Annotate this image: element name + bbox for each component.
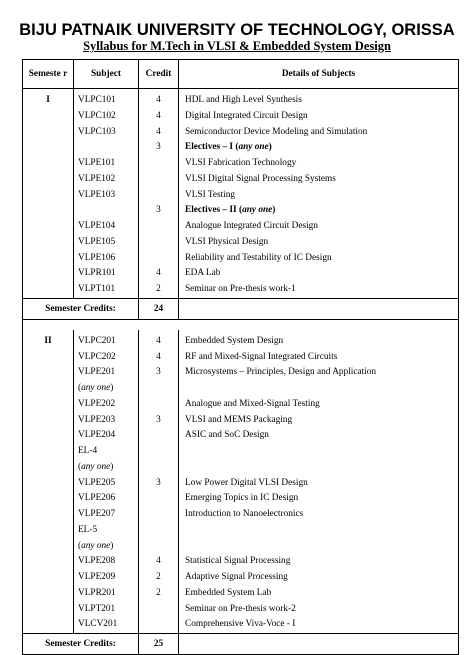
semester-cell: [23, 617, 74, 633]
table-row: [23, 397, 459, 413]
credit-cell: [139, 235, 179, 251]
subject-details-cell: [179, 460, 459, 476]
table-row: [23, 539, 459, 555]
subject-code-cell: VLPR101: [74, 266, 139, 282]
semester-cell: [23, 251, 74, 267]
syllabus-subtitle: Syllabus for M.Tech in VLSI & Embedded System Design: [83, 39, 391, 53]
semester-cell: [23, 172, 74, 188]
semester-credits-total: 25: [139, 634, 179, 655]
subject-code-cell: VLPE206: [74, 491, 139, 507]
subject-details-cell: RF and Mixed-Signal Integrated Circuits: [179, 350, 459, 366]
credit-cell: [139, 428, 179, 444]
subject-details-cell: Seminar on Pre-thesis work-1: [179, 282, 459, 298]
subject-details-cell: VLSI Digital Signal Processing Systems: [179, 172, 459, 188]
semester-cell: [23, 491, 74, 507]
subject-details-cell: VLSI and MEMS Packaging: [179, 413, 459, 429]
semester-cell: [23, 140, 74, 156]
credit-cell: 4: [139, 125, 179, 141]
semester-cell: [23, 428, 74, 444]
semester-cell: [23, 282, 74, 298]
table-row: [23, 491, 459, 507]
semester-cell: [23, 554, 74, 570]
credit-cell: 2: [139, 586, 179, 602]
subject-code-cell: VLPE102: [74, 172, 139, 188]
table-row: [23, 350, 459, 366]
semester-cell: [23, 397, 74, 413]
credit-cell: [139, 617, 179, 633]
semester-cell: [23, 476, 74, 492]
subject-details-cell: [179, 523, 459, 539]
subject-code-cell: VLPE208: [74, 554, 139, 570]
subject-details-cell: Microsystems – Principles, Design and Application: [179, 365, 459, 381]
table-row: [23, 125, 459, 141]
semester-credits-label: Semester Credits:: [23, 298, 139, 319]
semester-cell: [23, 570, 74, 586]
subject-code-cell: EL-4: [74, 444, 139, 460]
semester-credits-total: 24: [139, 298, 179, 319]
table-row: [23, 282, 459, 298]
semester-credits-row: [23, 298, 459, 319]
any-one-note: any one: [81, 540, 111, 551]
subject-code-cell: EL-5: [74, 523, 139, 539]
subject-code-cell: VLPE202: [74, 397, 139, 413]
semester-credits-label: Semester Credits:: [23, 634, 139, 655]
credit-cell: [139, 602, 179, 618]
subject-code-cell: [74, 140, 139, 156]
table-row: [23, 460, 459, 476]
table-row: [23, 251, 459, 267]
subject-details-cell: ASIC and SoC Design: [179, 428, 459, 444]
table-row: [23, 188, 459, 204]
subject-details-cell: VLSI Physical Design: [179, 235, 459, 251]
semester-cell: [23, 109, 74, 125]
subject-details-cell: [179, 381, 459, 397]
table-row: [23, 381, 459, 397]
subject-code-cell: [74, 203, 139, 219]
credit-cell: 3: [139, 140, 179, 156]
semester-cell: [23, 381, 74, 397]
table-row: [23, 93, 459, 109]
subject-code-cell: (any one): [74, 381, 139, 397]
subject-details-cell: Analogue and Mixed-Signal Testing: [179, 397, 459, 413]
credit-cell: [139, 523, 179, 539]
subject-details-cell: Statistical Signal Processing: [179, 554, 459, 570]
credit-cell: 4: [139, 554, 179, 570]
electives-heading: Electives – I (any one): [185, 142, 272, 153]
syllabus-table: [22, 59, 459, 655]
subject-details-cell: Embedded System Design: [179, 334, 459, 350]
subject-code-cell: (any one): [74, 539, 139, 555]
subject-code-cell: VLPC102: [74, 109, 139, 125]
credit-cell: [139, 507, 179, 523]
subject-details-cell: Emerging Topics in IC Design: [179, 491, 459, 507]
semester-cell: [23, 602, 74, 618]
table-row: [23, 334, 459, 350]
credit-cell: 3: [139, 413, 179, 429]
credit-cell: [139, 460, 179, 476]
credit-cell: 3: [139, 476, 179, 492]
semester-cell: [23, 125, 74, 141]
subject-details-cell: Low Power Digital VLSI Design: [179, 476, 459, 492]
semester-cell: [23, 539, 74, 555]
semester-cell: [23, 365, 74, 381]
subject-code-cell: VLPE201: [74, 365, 139, 381]
table-row: [23, 365, 459, 381]
credit-cell: 3: [139, 203, 179, 219]
credit-cell: [139, 172, 179, 188]
table-row: [23, 476, 459, 492]
subject-code-cell: VLPE209: [74, 570, 139, 586]
table-row: [23, 109, 459, 125]
any-one-note: any one: [81, 383, 111, 393]
semester-cell: [23, 523, 74, 539]
subject-details-cell: VLSI Fabrication Technology: [179, 156, 459, 172]
subject-code-cell: VLPE203: [74, 413, 139, 429]
subject-details-cell: HDL and High Level Synthesis: [179, 93, 459, 109]
semester-cell: [23, 507, 74, 523]
semester-cell: [23, 350, 74, 366]
semester-cell: [23, 156, 74, 172]
semester-cell: [23, 444, 74, 460]
subject-code-cell: VLPT101: [74, 282, 139, 298]
subject-code-cell: VLPC201: [74, 334, 139, 350]
semester-cell: I: [23, 93, 74, 109]
credit-cell: 2: [139, 282, 179, 298]
credit-cell: [139, 188, 179, 204]
credit-cell: [139, 219, 179, 235]
subject-code-cell: VLPE101: [74, 156, 139, 172]
subject-details-cell: Semiconductor Device Modeling and Simulation: [179, 125, 459, 141]
semester-2-credits: [23, 634, 459, 655]
table-row: [23, 413, 459, 429]
table-row: [23, 428, 459, 444]
university-title: BIJU PATNAIK UNIVERSITY OF TECHNOLOGY, ORISSA: [19, 21, 455, 39]
credit-cell: 3: [139, 365, 179, 381]
subject-code-cell: VLPC103: [74, 125, 139, 141]
table-row: [23, 444, 459, 460]
subject-details-cell: Comprehensive Viva-Voce - I: [179, 617, 459, 633]
table-row: [23, 507, 459, 523]
semester-credits-row: [23, 634, 459, 655]
electives-heading: Electives – II (any one): [185, 205, 276, 216]
credit-cell: [139, 251, 179, 267]
subject-code-cell: VLPC101: [74, 93, 139, 109]
column-header-subject: Subject: [74, 60, 139, 89]
credit-cell: 4: [139, 266, 179, 282]
table-row: [23, 172, 459, 188]
credit-cell: [139, 156, 179, 172]
credit-cell: 2: [139, 570, 179, 586]
table-row: [23, 140, 459, 156]
table-row: [23, 219, 459, 235]
subject-code-cell: VLPE204: [74, 428, 139, 444]
subject-code-cell: VLPR201: [74, 586, 139, 602]
credit-cell: 4: [139, 109, 179, 125]
credit-cell: 4: [139, 334, 179, 350]
credit-cell: 4: [139, 350, 179, 366]
semester-cell: [23, 188, 74, 204]
subject-code-cell: VLPE104: [74, 219, 139, 235]
semester-cell: [23, 413, 74, 429]
subject-details-cell: Digital Integrated Circuit Design: [179, 109, 459, 125]
credit-cell: [139, 381, 179, 397]
table-row: [23, 266, 459, 282]
table-row: [23, 554, 459, 570]
subject-details-cell: VLSI Testing: [179, 188, 459, 204]
subject-code-cell: VLPE105: [74, 235, 139, 251]
semester-cell: [23, 219, 74, 235]
subject-details-cell: Reliability and Testability of IC Design: [179, 251, 459, 267]
table-row: [23, 570, 459, 586]
subject-details-cell: EDA Lab: [179, 266, 459, 282]
column-header-details: Details of Subjects: [179, 60, 459, 89]
table-row: [23, 156, 459, 172]
table-row: [23, 586, 459, 602]
subject-code-cell: VLPT201: [74, 602, 139, 618]
semester-cell: [23, 586, 74, 602]
semester-1-section: [23, 89, 459, 299]
subject-details-cell: Seminar on Pre-thesis work-2: [179, 602, 459, 618]
subject-details-cell: Adaptive Signal Processing: [179, 570, 459, 586]
credit-cell: [139, 539, 179, 555]
semester-cell: [23, 203, 74, 219]
subject-code-cell: VLPE106: [74, 251, 139, 267]
subject-details-cell: Analogue Integrated Circuit Design: [179, 219, 459, 235]
subject-code-cell: VLPC202: [74, 350, 139, 366]
semester-2-section: [23, 330, 459, 634]
column-header-credit: Credit: [139, 60, 179, 89]
subject-code-cell: VLPE207: [74, 507, 139, 523]
table-row: [23, 203, 459, 219]
credit-cell: 4: [139, 93, 179, 109]
table-row: [23, 523, 459, 539]
semester-1-credits: [23, 298, 459, 330]
subject-details-cell: [179, 539, 459, 555]
credit-cell: [139, 444, 179, 460]
table-row: [23, 617, 459, 633]
subject-details-cell: [179, 140, 459, 156]
semester-cell: II: [23, 334, 74, 350]
subject-details-cell: [179, 444, 459, 460]
subject-code-cell: VLCV201: [74, 617, 139, 633]
subject-details-cell: Introduction to Nanoelectronics: [179, 507, 459, 523]
semester-cell: [23, 460, 74, 476]
table-row: [23, 602, 459, 618]
credit-cell: [139, 397, 179, 413]
subject-code-cell: VLPE103: [74, 188, 139, 204]
table-row: [23, 235, 459, 251]
semester-cell: [23, 235, 74, 251]
semester-cell: [23, 266, 74, 282]
column-header-semester: Semeste r: [23, 60, 74, 89]
credit-cell: [139, 491, 179, 507]
any-one-note: any one: [81, 461, 111, 472]
subject-details-cell: [179, 203, 459, 219]
subject-code-cell: (any one): [74, 460, 139, 476]
table-header-row: [23, 60, 459, 89]
subject-code-cell: VLPE205: [74, 476, 139, 492]
subject-details-cell: Embedded System Lab: [179, 586, 459, 602]
